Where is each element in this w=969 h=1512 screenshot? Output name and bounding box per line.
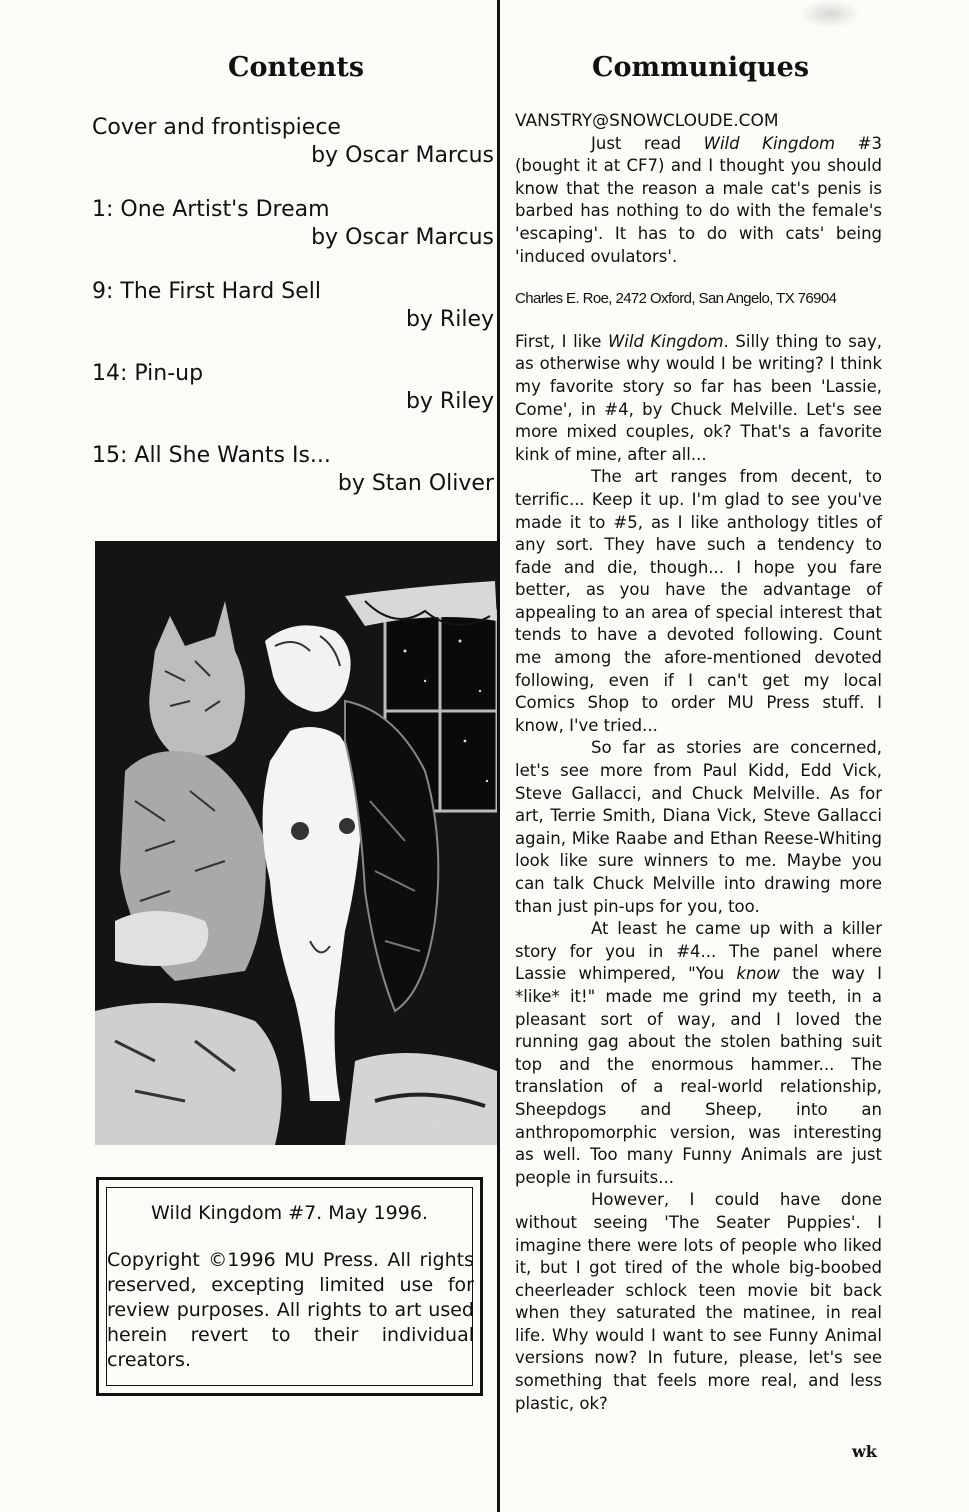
letter-text: . Silly thing to say, as otherwise why would I be writing? I think my favorite story so far has been 'Lassie, Come', in #4, by Chuck Melville. Let's see more mixed couples, ok? That's a favorite kink of mine, after all...: [515, 331, 882, 464]
toc-entry[interactable]: [92, 443, 494, 525]
letter-text: Just read: [591, 133, 704, 153]
letter-paragraph: [515, 918, 882, 1189]
toc-title: 15: All She Wants Is...: [92, 443, 331, 468]
communiques-heading: Communiques: [592, 52, 810, 83]
toc-title: 9: The First Hard Sell: [92, 279, 321, 304]
letter-paragraph: So far as stories are concerned, let's see more from Paul Kidd, Edd Vick, Steve Gallacci, and Chuck Melville. As for art, Terrie Smith, Diana Vick, Steve Gallacci again, Mike Raabe and Ethan Reese-Whiting look like sure winners to me. Maybe you can talk Chuck Melville into drawing more than just pin-ups for you, too.: [515, 738, 882, 916]
letter-paragraph: The art ranges from decent, to terrific... Keep it up. I'm glad to see you've made it to #5, as I like anthology titles of any sort. They have such a tendency to fade and die, though... I hope you fare better, as you have the advantage of appealing to an area of special interest that tends to have a devoted following. Count me among the afore-mentioned devoted following, even if I can't get my local Comics Shop to order MU Press stuff. I know, I've tried...: [515, 467, 882, 735]
toc-author: by Riley: [405, 389, 494, 414]
letter-paragraph: [515, 133, 882, 269]
letter-email-address: VANSTRY@SNOWCLOUDE.COM: [515, 111, 779, 131]
letter-text: the way I *like* it!" made me grind my teeth, in a pleasant sort of way, and I loved the running gag about the stolen bathing suit top and the enormous hammer... The translation of a real-world relationship, Sheepdogs and Sheep, into an anthropomorphic version, was interesting as well. Too many Funny Animals are just people in fursuits...: [515, 964, 882, 1187]
frontispiece-illustration: [95, 541, 497, 1145]
toc-entry[interactable]: [92, 115, 494, 197]
toc-title: Cover and frontispiece: [92, 115, 341, 140]
toc-author: by Oscar Marcus: [311, 225, 494, 250]
page-smudge: [800, 0, 860, 28]
artist-signature: ~: [435, 1119, 442, 1128]
letter-paragraph: [515, 331, 882, 467]
toc-entry[interactable]: [92, 361, 494, 443]
toc-title: 1: One Artist's Dream: [92, 197, 330, 222]
toc-author: by Riley: [405, 307, 494, 332]
toc-author: by Oscar Marcus: [311, 143, 494, 168]
colophon-box: [96, 1177, 483, 1396]
colophon-copyright: Copyright ©1996 MU Press. All rights reserved, excepting limited use for review purposes. All rights to art used herein revert to their individual creators.: [107, 1249, 474, 1371]
table-of-contents: [92, 115, 494, 525]
letter-italic: Wild Kingdom: [703, 133, 836, 153]
signoff-initials: wk: [852, 1442, 877, 1461]
toc-entry[interactable]: [92, 279, 494, 361]
letter-text: At least he came up with a killer story for you in #4... The panel where Lassie whimpered, "You: [515, 919, 882, 984]
toc-title: 14: Pin-up: [92, 361, 204, 386]
colophon-issue-line: Wild Kingdom #7. May 1996.: [151, 1202, 428, 1224]
letter-paragraph: However, I could have done without seeing 'The Seater Puppies'. I imagine there were lots of people who liked it, but I got tired of the whole big-boobed cheerleader schlock teen movie bit back when they saturated the matinee, in real life. Why would I want to see Funny Animal versions now? In future, please, let's see something that feels more real, and less plastic, ok?: [515, 1190, 882, 1413]
toc-author: by Stan Oliver: [337, 471, 494, 496]
column-divider: [497, 0, 500, 1512]
letter-italic: Wild Kingdom: [607, 331, 724, 351]
letter-sender-address: Charles E. Roe, 2472 Oxford, San Angelo, TX 76904: [515, 290, 837, 308]
communiques-column: [515, 110, 882, 1415]
letter-italic: know: [736, 964, 781, 984]
letter-text: First, I like: [515, 331, 608, 351]
contents-heading: Contents: [228, 52, 365, 83]
toc-entry[interactable]: [92, 197, 494, 279]
letter-text: #3 (bought it at CF7) and I thought you should know that the reason a male cat's penis is barbed has nothing to do with the female's 'escaping'. It has to do with cats' being 'induced ovulators'.: [515, 133, 882, 266]
